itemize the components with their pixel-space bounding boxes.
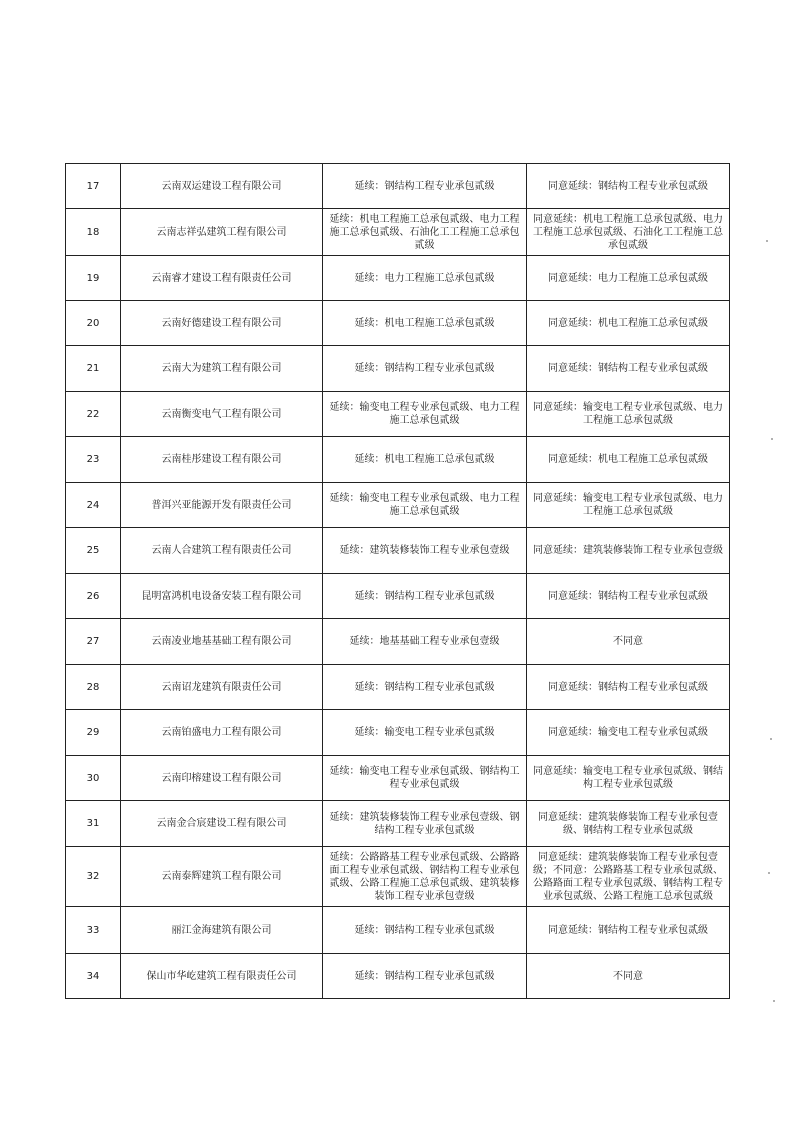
application-content: 延续：机电工程施工总承包贰级、电力工程施工总承包贰级、石油化工工程施工总承包贰级 [323,209,527,256]
table-row [66,907,730,954]
table-row [66,801,730,847]
row-number: 21 [66,346,121,392]
row-number: 30 [66,756,121,801]
company-name: 丽江金海建筑有限公司 [121,907,323,954]
approval-table-body [66,164,730,999]
row-number: 17 [66,164,121,209]
review-result: 同意延续：钢结构工程专业承包贰级 [527,665,730,710]
review-result: 同意延续：输变电工程专业承包贰级 [527,710,730,756]
application-content: 延续：钢结构工程专业承包贰级 [323,574,527,619]
application-content: 延续：输变电工程专业承包贰级 [323,710,527,756]
table-row [66,209,730,256]
row-number: 31 [66,801,121,847]
review-result: 同意延续：机电工程施工总承包贰级 [527,437,730,483]
row-number: 34 [66,954,121,999]
company-name: 昆明富鸿机电设备安装工程有限公司 [121,574,323,619]
row-number: 23 [66,437,121,483]
company-name: 普洱兴亚能源开发有限责任公司 [121,483,323,528]
table-row [66,619,730,665]
row-number: 25 [66,528,121,574]
company-name: 云南诏龙建筑有限责任公司 [121,665,323,710]
table-row [66,954,730,999]
company-name: 云南双运建设工程有限公司 [121,164,323,209]
application-content: 延续：钢结构工程专业承包贰级 [323,954,527,999]
review-result: 同意延续：输变电工程专业承包贰级、钢结构工程专业承包贰级 [527,756,730,801]
company-name: 云南金合宸建设工程有限公司 [121,801,323,847]
review-result: 不同意 [527,954,730,999]
application-content: 延续：钢结构工程专业承包贰级 [323,907,527,954]
scan-speck [771,438,773,440]
table-row [66,847,730,907]
table-row [66,392,730,437]
row-number: 32 [66,847,121,907]
application-content: 延续：电力工程施工总承包贰级 [323,256,527,301]
review-result: 同意延续：机电工程施工总承包贰级 [527,301,730,346]
scan-speck [768,872,770,874]
table-row [66,574,730,619]
table-row [66,437,730,483]
company-name: 云南衡变电气工程有限公司 [121,392,323,437]
review-result: 同意延续：输变电工程专业承包贰级、电力工程施工总承包贰级 [527,392,730,437]
review-result: 同意延续：建筑装修装饰工程专业承包壹级；不同意：公路路基工程专业承包贰级、公路路面工程专业承包贰级、钢结构工程专业承包贰级、公路工程施工总承包贰级 [527,847,730,907]
scan-speck [773,1000,775,1002]
company-name: 云南泰辉建筑工程有限公司 [121,847,323,907]
company-name: 云南志祥弘建筑工程有限公司 [121,209,323,256]
row-number: 24 [66,483,121,528]
review-result: 同意延续：钢结构工程专业承包贰级 [527,164,730,209]
application-content: 延续：地基基础工程专业承包壹级 [323,619,527,665]
review-result: 同意延续：建筑装修装饰工程专业承包壹级 [527,528,730,574]
company-name: 云南睿才建设工程有限责任公司 [121,256,323,301]
table-row [66,346,730,392]
review-result: 同意延续：电力工程施工总承包贰级 [527,256,730,301]
row-number: 33 [66,907,121,954]
company-name: 云南凌业地基基础工程有限公司 [121,619,323,665]
scan-speck [766,240,768,242]
application-content: 延续：建筑装修装饰工程专业承包壹级 [323,528,527,574]
application-content: 延续：公路路基工程专业承包贰级、公路路面工程专业承包贰级、钢结构工程专业承包贰级、公路工程施工总承包贰级、建筑装修装饰工程专业承包壹级 [323,847,527,907]
scan-speck [770,738,772,740]
company-name: 云南印榕建设工程有限公司 [121,756,323,801]
application-content: 延续：机电工程施工总承包贰级 [323,437,527,483]
row-number: 20 [66,301,121,346]
review-result: 同意延续：钢结构工程专业承包贰级 [527,907,730,954]
company-name: 云南人合建筑工程有限责任公司 [121,528,323,574]
review-result: 同意延续：机电工程施工总承包贰级、电力工程施工总承包贰级、石油化工工程施工总承包贰级 [527,209,730,256]
row-number: 27 [66,619,121,665]
row-number: 19 [66,256,121,301]
table-row [66,301,730,346]
table-row [66,756,730,801]
application-content: 延续：输变电工程专业承包贰级、电力工程施工总承包贰级 [323,483,527,528]
company-name: 保山市华屹建筑工程有限责任公司 [121,954,323,999]
application-content: 延续：钢结构工程专业承包贰级 [323,164,527,209]
row-number: 29 [66,710,121,756]
review-result: 不同意 [527,619,730,665]
table-row [66,256,730,301]
application-content: 延续：输变电工程专业承包贰级、钢结构工程专业承包贰级 [323,756,527,801]
table-row [66,483,730,528]
approval-table [65,163,730,999]
row-number: 26 [66,574,121,619]
table-row [66,164,730,209]
application-content: 延续：建筑装修装饰工程专业承包壹级、钢结构工程专业承包贰级 [323,801,527,847]
company-name: 云南桂彤建设工程有限公司 [121,437,323,483]
company-name: 云南铂盛电力工程有限公司 [121,710,323,756]
row-number: 28 [66,665,121,710]
row-number: 18 [66,209,121,256]
application-content: 延续：钢结构工程专业承包贰级 [323,346,527,392]
application-content: 延续：机电工程施工总承包贰级 [323,301,527,346]
row-number: 22 [66,392,121,437]
review-result: 同意延续：钢结构工程专业承包贰级 [527,346,730,392]
company-name: 云南好德建设工程有限公司 [121,301,323,346]
table-row [66,665,730,710]
review-result: 同意延续：钢结构工程专业承包贰级 [527,574,730,619]
review-result: 同意延续：建筑装修装饰工程专业承包壹级、钢结构工程专业承包贰级 [527,801,730,847]
table-row [66,528,730,574]
application-content: 延续：钢结构工程专业承包贰级 [323,665,527,710]
table-row [66,710,730,756]
review-result: 同意延续：输变电工程专业承包贰级、电力工程施工总承包贰级 [527,483,730,528]
application-content: 延续：输变电工程专业承包贰级、电力工程施工总承包贰级 [323,392,527,437]
company-name: 云南大为建筑工程有限公司 [121,346,323,392]
